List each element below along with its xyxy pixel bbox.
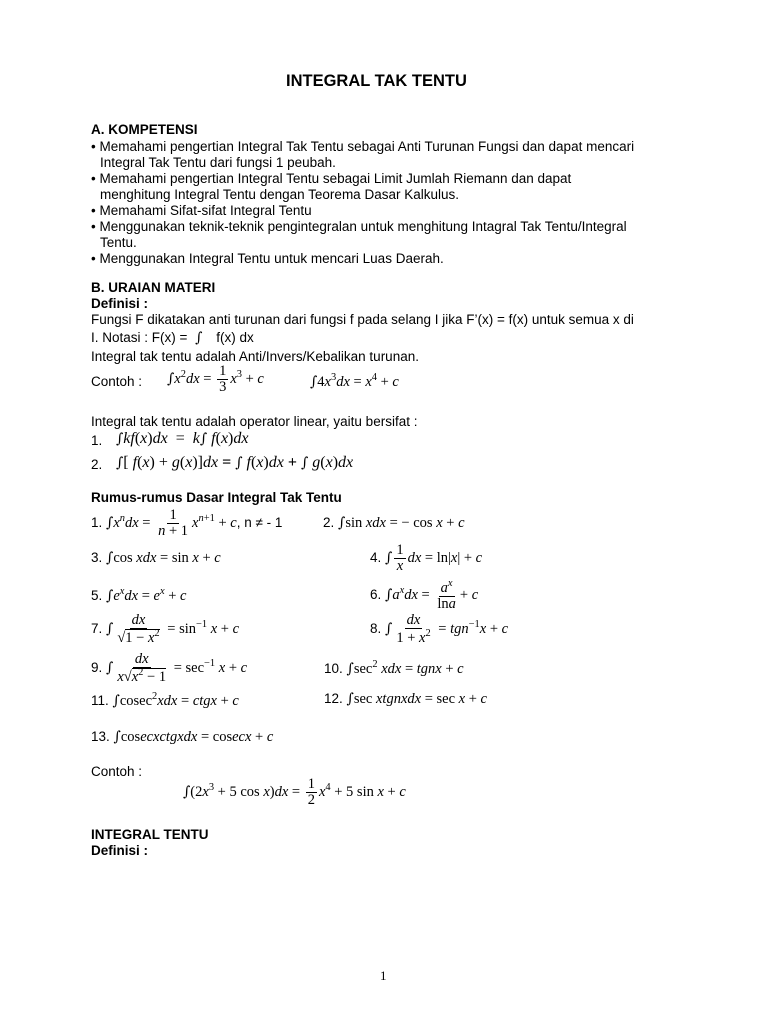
page-number: 1 [380, 968, 387, 983]
bullet-dot-icon: • [91, 251, 96, 266]
formula-6: 6. $\int a^xdx$ = $\frac{a^x}{\ln a}$ + c [370, 578, 479, 613]
bullet-text: Memahami pengertian Integral Tak Tentu sebagai Anti Turunan Fungsi dan dapat mencari [99, 139, 635, 154]
formula-13: 13. ∫cosecxctgxdx = cosecx + c [91, 729, 274, 745]
formula-9: 9. ∫ $\frac{dx}{x√x^2 - 1}$ = $\sec^{-1} x + c$ [91, 651, 248, 686]
bullet-text: Memahami pengertian Integral Tentu sebagai Limit Jumlah Riemann dan dapat [99, 171, 572, 186]
page-title: INTEGRAL TAK TENTU [286, 72, 467, 90]
formula-12: 12. ∫sec xtgnxdx = sec x + c [324, 691, 487, 707]
definition-notation: I. Notasi : F(x) = ∫ f(x) dx [91, 330, 254, 346]
formula-7: 7. ∫ $\frac{dx}{√1 - x^2}$ = $\sin^{-1} x + c$ [91, 612, 240, 647]
bullet-text: Menggunakan Integral Tentu untuk mencari Luas Daerah. [99, 251, 444, 266]
bullet-list-item [91, 171, 571, 186]
section-a-heading: A. KOMPETENSI [91, 122, 198, 137]
integral-sign-icon: ∫ [195, 330, 203, 346]
definisi-label: Definisi : [91, 843, 149, 858]
definition-note: Integral tak tentu adalah Anti/Invers/Kebalikan turunan. [91, 349, 419, 364]
example-formula-1: $\int x^2dx$ = $\frac{1}{3}$ $x^3 + c$ [167, 363, 264, 396]
example-formula-2: $\int 4x^3dx = x^4 + c$ [310, 372, 399, 390]
bullet-dot-icon: • [91, 171, 96, 186]
formula-3: 3. ∫cos xdx = sin x + c [91, 550, 221, 566]
property-number: 1. [91, 433, 103, 448]
bullet-continuation: Integral Tak Tentu dari fungsi 1 peubah. [100, 155, 336, 170]
formula-10: 10. $\int\sec^2$ xdx = tgnx + c [324, 659, 464, 677]
bullet-list-item [91, 251, 444, 266]
bullet-dot-icon: • [91, 219, 96, 234]
formula-5: 5. $\int e^xdx = e^x + c$ [91, 586, 187, 604]
definition-line: Fungsi F dikatakan anti turunan dari fungsi f pada selang I jika F’(x) = f(x) untuk semua x di [91, 312, 634, 327]
formula-4: 4. ∫ $\frac{1}{x}$ dx = ln|x| + c [370, 542, 483, 575]
linearity-property-1: ∫kf(x)dx = k∫ f(x)dx [116, 430, 249, 447]
contoh-label: Contoh : [91, 374, 143, 389]
property-number: 2. [91, 457, 103, 472]
bullet-text: Memahami Sifat-sifat Integral Tentu [99, 203, 312, 218]
bullet-continuation: menghitung Integral Tentu dengan Teorema Dasar Kalkulus. [100, 187, 459, 202]
bullet-continuation: Tentu. [100, 235, 137, 250]
bullet-list-item [91, 139, 634, 154]
integral-tentu-heading: INTEGRAL TENTU [91, 827, 209, 842]
formula-1: 1. $\int x^ndx$ = $\frac{1}{n + 1}$ $x^{n+1} + c$, n ≠ - 1 [91, 507, 283, 540]
bullet-list-item [91, 219, 627, 234]
linearity-property-2: ∫[ f(x) + g(x)]dx = ∫ f(x)dx + ∫ g(x)dx [116, 454, 354, 471]
formula-11: 11. ∫cosec$^2$xdx = ctgx + c [91, 691, 239, 709]
bullet-dot-icon: • [91, 203, 96, 218]
example-formula-3: $\int(2x^3 + 5$ cos x)dx = $\frac{1}{2}$ $x^4 + 5$ sin x + c [183, 776, 406, 809]
linear-intro: Integral tak tentu adalah operator linear, yaitu bersifat : [91, 414, 418, 429]
formula-8: 8. ∫ $\frac{dx}{1 + x^2}$ = tgn$^{-1}$x + c [370, 612, 509, 647]
contoh-label: Contoh : [91, 764, 143, 779]
bullet-list-item [91, 203, 312, 218]
rumus-heading: Rumus-rumus Dasar Integral Tak Tentu [91, 490, 342, 505]
bullet-dot-icon: • [91, 139, 96, 154]
bullet-text: Menggunakan teknik-teknik pengintegralan untuk menghitung Intagral Tak Tentu/Integral [99, 219, 627, 234]
formula-2: 2. ∫sin xdx = − cos x + c [323, 515, 465, 531]
section-b-heading: B. URAIAN MATERI [91, 280, 216, 295]
definisi-label: Definisi : [91, 296, 149, 311]
